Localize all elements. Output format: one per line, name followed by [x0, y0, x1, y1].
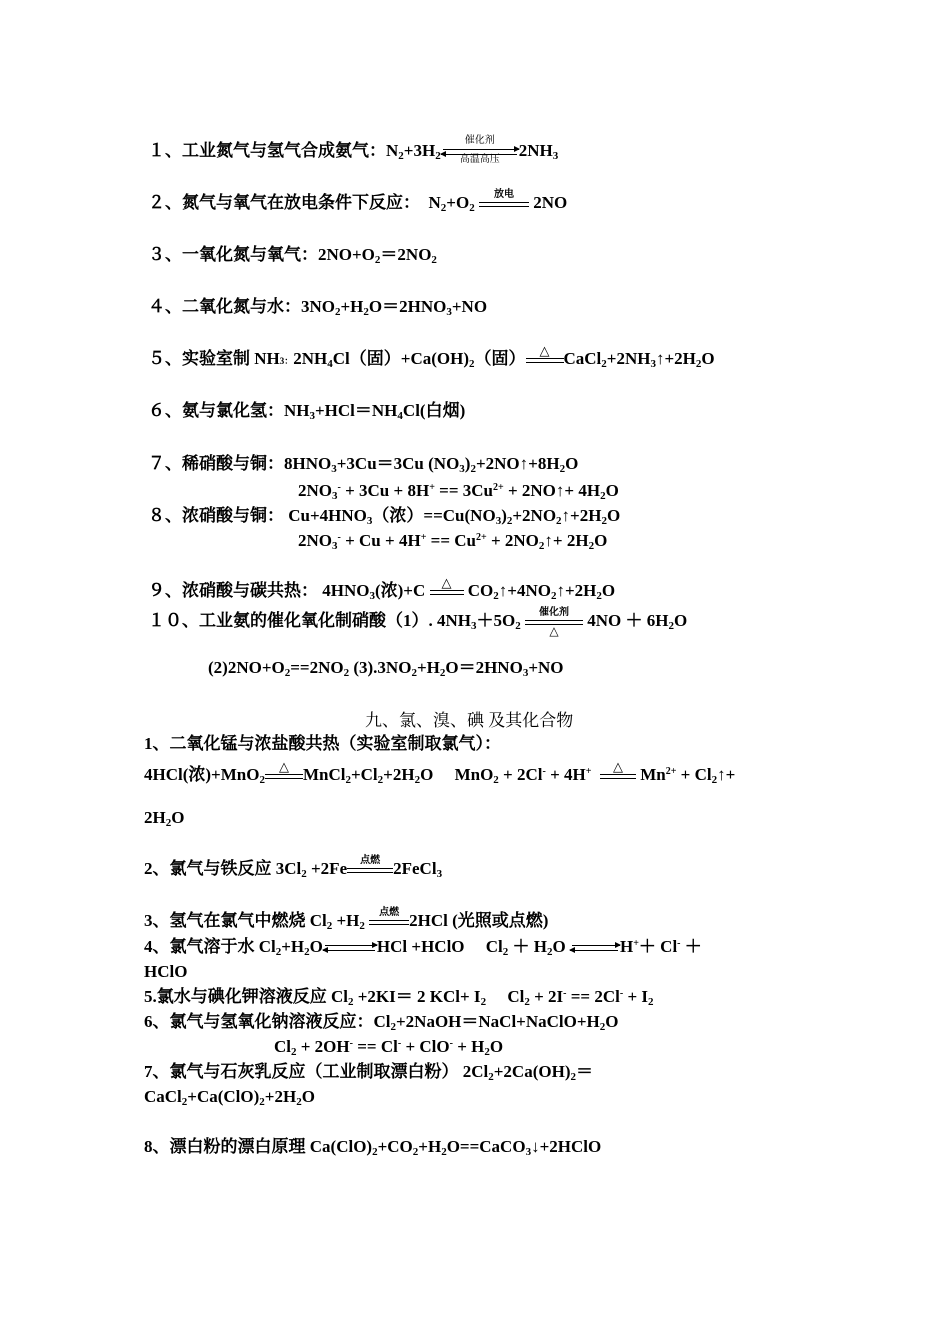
eq-3-no-oxygen: ３、一氧化氮与氧气：$2NO+O_2=2NO_2$	[148, 245, 437, 266]
cl-eq-5: 5.氯水与碘化钾溶液反应 $Cl_2 +2KI= 2$ $KCl+ I_2$ $Cl_2 + 2I^- == 2Cl^- + I_2$	[144, 987, 654, 1008]
reversible-arrow	[570, 944, 620, 952]
eq-5-lab-nh3: ５、实验室制 NH3：$2NH_4Cl$（固）$+Ca(OH)_2$（固） △ $CaCl_2+2NH_3↑+2H_2O$	[148, 342, 715, 370]
cl-eq-1: 4HCl(浓)+MnO$_2$ △ $MnCl_2+Cl_2+2H_2O$ MnO$_2$ + 2Cl- + 4H+ △ $Mn^{2+}$ + $Cl_2↑+$	[144, 758, 736, 786]
reversible-arrow-catalyst: 催化剂 高温高压	[441, 148, 519, 156]
cl-eq-3: 3、氢气在氯气中燃烧 $Cl_2 +H_2$ 点燃 2HCl (光照或点燃)	[144, 906, 549, 932]
equals-sign-ignite: 点燃	[369, 920, 409, 925]
equals-sign-heat: △	[600, 774, 636, 779]
eq-10-steps-2-3: $(2)2NO+O_2==2NO_2$ $(3).3NO_2+H_2O=2HNO_3+NO$	[208, 658, 564, 679]
equals-sign-catalyst: 催化剂 △	[525, 620, 583, 625]
eq-7-dilute-hno3-cu: ７、稀硝酸与铜：$8HNO_3+3Cu=3Cu$ $(NO_3)_2+2NO↑+8H_2O$	[148, 454, 579, 475]
cl-eq-4-cont: HClO	[144, 962, 188, 981]
eq-7-ionic: $2NO_3^- + 3Cu + 8H^+ == 3Cu^{2+}$ + 2NO↑+ $4H_2O$	[298, 481, 619, 502]
cl-eq-4: 4、氯气溶于水 $Cl_2+H_2O$ HCl +HClO $Cl_2 + H_2O$ H+＋ Cl- ＋	[144, 937, 702, 958]
eq-6-nh3-hcl: ６、氨与氯化氢：$NH_3+HCl=NH_4Cl$(白烟)	[148, 401, 466, 422]
cl-eq-1-title: 1、二氧化锰与浓盐酸共热（实验室制取氯气）：	[144, 734, 501, 753]
eq-8-ionic: $2NO_3^- + Cu + 4H^+ == Cu^{2+}$ + $2NO_2↑+ 2H_2O$	[298, 531, 608, 552]
cl-eq-6-ionic: $Cl_2 + 2OH^- == Cl^- + ClO^- + H_2O$	[274, 1037, 504, 1058]
cl-eq-7: 7、氯气与石灰乳反应（工业制取漂白粉） $2Cl_2+2Ca(OH)_2=$	[144, 1062, 593, 1083]
equals-sign-heat: △	[430, 590, 464, 595]
equals-sign-ignite: 点燃	[347, 868, 393, 873]
eq-9-hno3-carbon: ９、浓硝酸与碳共热： $4HNO_3$(浓)+C △ $CO_2↑+4NO_2↑+2H_2O$	[148, 574, 616, 602]
eq-4-no2-water: ４、二氧化氮与水：$3NO_2+H_2O=2HNO_3+NO$	[148, 297, 488, 318]
equals-sign-heat: △	[526, 358, 564, 363]
cl-eq-1-cont: $2H_2O$	[144, 808, 185, 829]
eq-10-nh3-oxidation: １０、工业氨的催化氧化制硝酸（1）. $4NH_3+5O_2$ 催化剂 △ $4NO + 6H_2O$	[148, 606, 688, 638]
eq-1-nh3-synthesis: １、工业氮气与氢气合成氨气：$N_2+3H_2$ 催化剂 高温高压 $2NH_3$	[148, 135, 559, 166]
reversible-arrow	[323, 944, 377, 952]
eq-2-no-discharge: ２、氮气与氧气在放电条件下反应： $N_2+O_2$ 放电 2NO	[148, 188, 568, 214]
cl-eq-2: 2、氯气与铁反应 $3Cl_2 +2Fe$ 点燃 2FeCl$_3$	[144, 854, 443, 880]
section-heading: 九、氯、溴、碘 及其化合物	[365, 711, 574, 730]
cl-eq-8: 8、漂白粉的漂白原理 $Ca(ClO)_2+CO_2+H_2O==CaCO_3↓+2HClO$	[144, 1137, 602, 1158]
cl-eq-6: 6、氯气与氢氧化钠溶液反应：$Cl_2+2NaOH=NaCl+NaClO+H_2O$	[144, 1012, 619, 1033]
cl-eq-7-cont: $CaCl_2+Ca(ClO)_2+2H_2O$	[144, 1087, 315, 1108]
eq-8-conc-hno3-cu: ８、浓硝酸与铜： $Cu+4HNO_3$（浓）$==Cu(NO_3)_2+2NO_2↑+2H_2O$	[148, 506, 621, 527]
equals-sign-heat: △	[265, 774, 303, 779]
equals-sign-discharge: 放电	[479, 202, 529, 207]
